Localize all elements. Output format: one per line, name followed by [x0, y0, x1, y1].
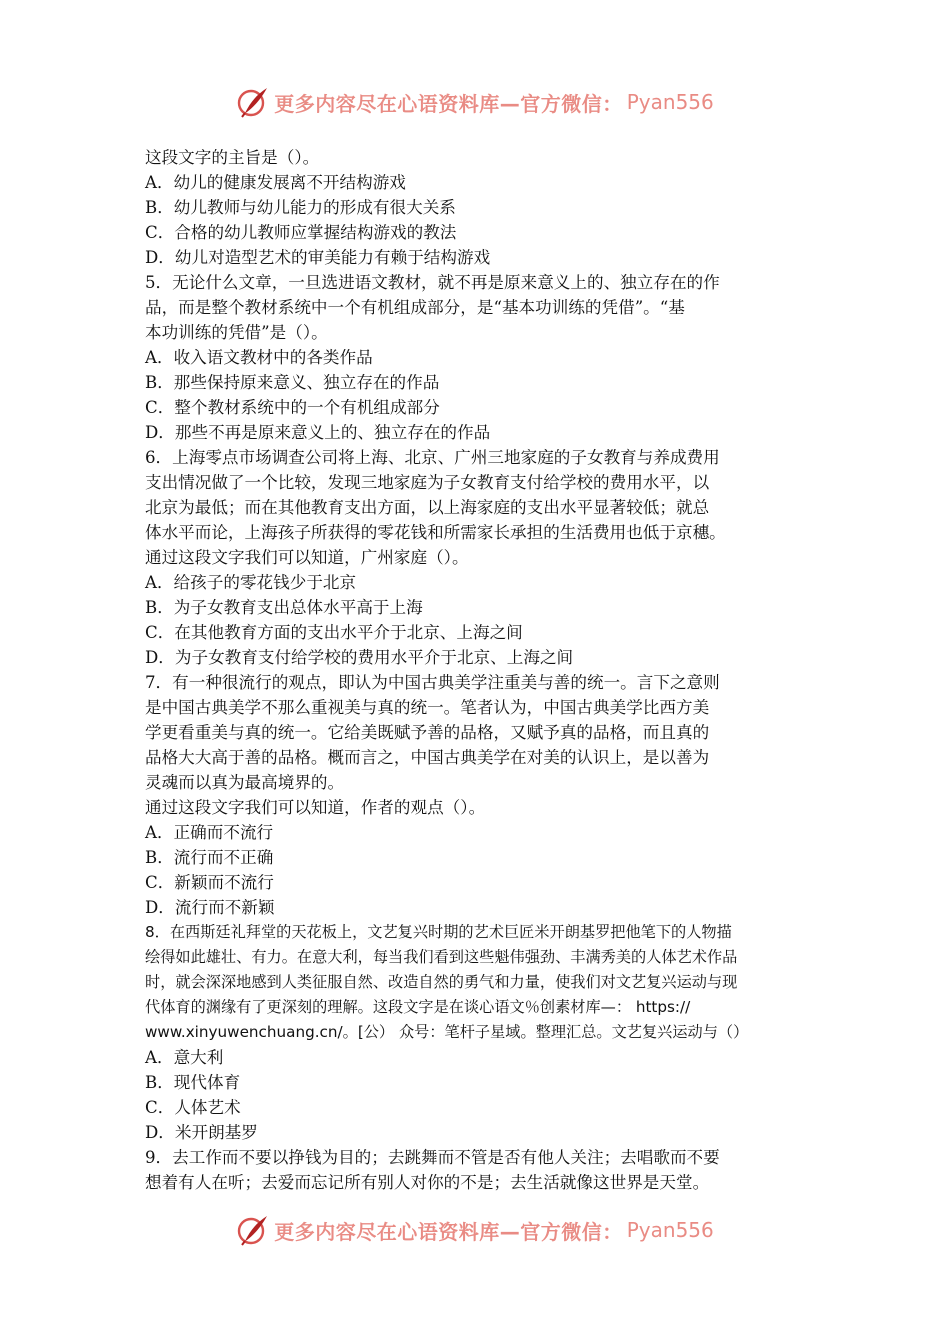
- text-line: D．幼儿对造型艺术的审美能力有赖于结构游戏: [145, 248, 491, 267]
- text-line: 本功训练的凭借”是（）。: [145, 323, 328, 342]
- banner-text: 更多内容尽在心语资料库—官方微信：: [274, 1219, 623, 1244]
- text-line: 支出情况做了一个比较，发现三地家庭为子女教育支付给学校的费用水平，以: [145, 473, 710, 492]
- text-line: 学更看重美与真的统一。它给美既赋予善的品格，又赋予真的品格，而且真的: [145, 723, 710, 742]
- text-line: 9．去工作而不要以挣钱为目的；去跳舞而不管是否有他人关注；去唱歌而不要: [145, 1148, 720, 1167]
- text-line: 北京为最低；而在其他教育支出方面，以上海家庭的支出水平显著较低；就总: [145, 498, 710, 517]
- quill-logo-icon: [236, 85, 270, 119]
- text-line: 品，而是整个教材系统中一个有机组成部分，是“基本功训练的凭借”。“基: [145, 298, 685, 317]
- text-line: 5．无论什么文章，一旦选进语文教材，就不再是原来意义上的、独立存在的作: [145, 273, 720, 292]
- banner-wechat-id: Pyan556: [626, 90, 714, 114]
- text-line: 通过这段文字我们可以知道，作者的观点（）。: [145, 798, 486, 817]
- text-line: 是中国古典美学不那么重视美与真的统一。笔者认为，中国古典美学比西方美: [145, 698, 710, 717]
- text-line: D．那些不再是原来意义上的、独立存在的作品: [145, 423, 491, 442]
- text-line: B．那些保持原来意义、独立存在的作品: [145, 373, 440, 392]
- text-line: C．新颖而不流行: [145, 873, 274, 892]
- text-line: 6．上海零点市场调查公司将上海、北京、广州三地家庭的子女教育与养成费用: [145, 448, 720, 467]
- header-banner: [0, 82, 950, 122]
- text-line: D．为子女教育支付给学校的费用水平介于北京、上海之间: [145, 648, 574, 667]
- text-line: D．流行而不新颖: [145, 898, 275, 917]
- text-line: A．收入语文教材中的各类作品: [145, 348, 373, 367]
- text-line: B．现代体育: [145, 1073, 241, 1092]
- footer-banner: [0, 1210, 950, 1250]
- text-line: 品格大大高于善的品格。概而言之，中国古典美学在对美的认识上，是以善为: [145, 748, 710, 767]
- text-line: 体水平而论，上海孩子所获得的零花钱和所需家长承担的生活费用也低于京穗。: [145, 523, 726, 542]
- text-line: A．幼儿的健康发展离不开结构游戏: [145, 173, 406, 192]
- text-line: B．幼儿教师与幼儿能力的形成有很大关系: [145, 198, 456, 217]
- text-line: 想着有人在听；去爱而忘记所有别人对你的不是；去生活就像这世界是天堂。: [145, 1173, 710, 1192]
- text-line: C．人体艺术: [145, 1098, 241, 1117]
- banner-text: 更多内容尽在心语资料库—官方微信：: [274, 91, 623, 116]
- text-line: www.xinyuwenchuang.cn/。[公） 众号：笔杆子星域。整理汇总。文艺复兴运动与（）: [145, 1023, 749, 1041]
- text-line: C．整个教材系统中的一个有机组成部分: [145, 398, 440, 417]
- banner-wechat-id: Pyan556: [626, 1218, 714, 1242]
- text-line: 灵魂而以真为最高境界的。: [145, 773, 345, 792]
- question-text: [145, 145, 825, 1195]
- text-line: 这段文字的主旨是（）。: [145, 148, 320, 167]
- text-line: D．米开朗基罗: [145, 1123, 258, 1142]
- text-line: B．为子女教育支出总体水平高于上海: [145, 598, 423, 617]
- quill-logo-icon: [236, 1213, 270, 1247]
- text-line: 绘得如此雄壮、有力。在意大利，每当我们看到这些魁伟强劲、丰满秀美的人体艺术作品: [145, 948, 738, 966]
- text-line: 通过这段文字我们可以知道，广州家庭（）。: [145, 548, 469, 567]
- text-line: B．流行而不正确: [145, 848, 274, 867]
- text-line: 8．在西斯廷礼拜堂的天花板上，文艺复兴时期的艺术巨匠米开朗基罗把他笔下的人物描: [145, 923, 732, 941]
- text-line: 时，就会深深地感到人类征服自然、改造自然的勇气和力量，使我们对文艺复兴运动与现: [145, 973, 738, 991]
- text-line: C．在其他教育方面的支出水平介于北京、上海之间: [145, 623, 523, 642]
- text-line: C．合格的幼儿教师应掌握结构游戏的教法: [145, 223, 457, 242]
- text-line: 7．有一种很流行的观点，即认为中国古典美学注重美与善的统一。言下之意则: [145, 673, 720, 692]
- text-line: A．给孩子的零花钱少于北京: [145, 573, 357, 592]
- text-line: A．意大利: [145, 1048, 224, 1067]
- text-line: A．正确而不流行: [145, 823, 274, 842]
- text-line: 代体育的渊缘有了更深刻的理解。这段文字是在谈心语文％创素材库—： https://: [145, 998, 691, 1016]
